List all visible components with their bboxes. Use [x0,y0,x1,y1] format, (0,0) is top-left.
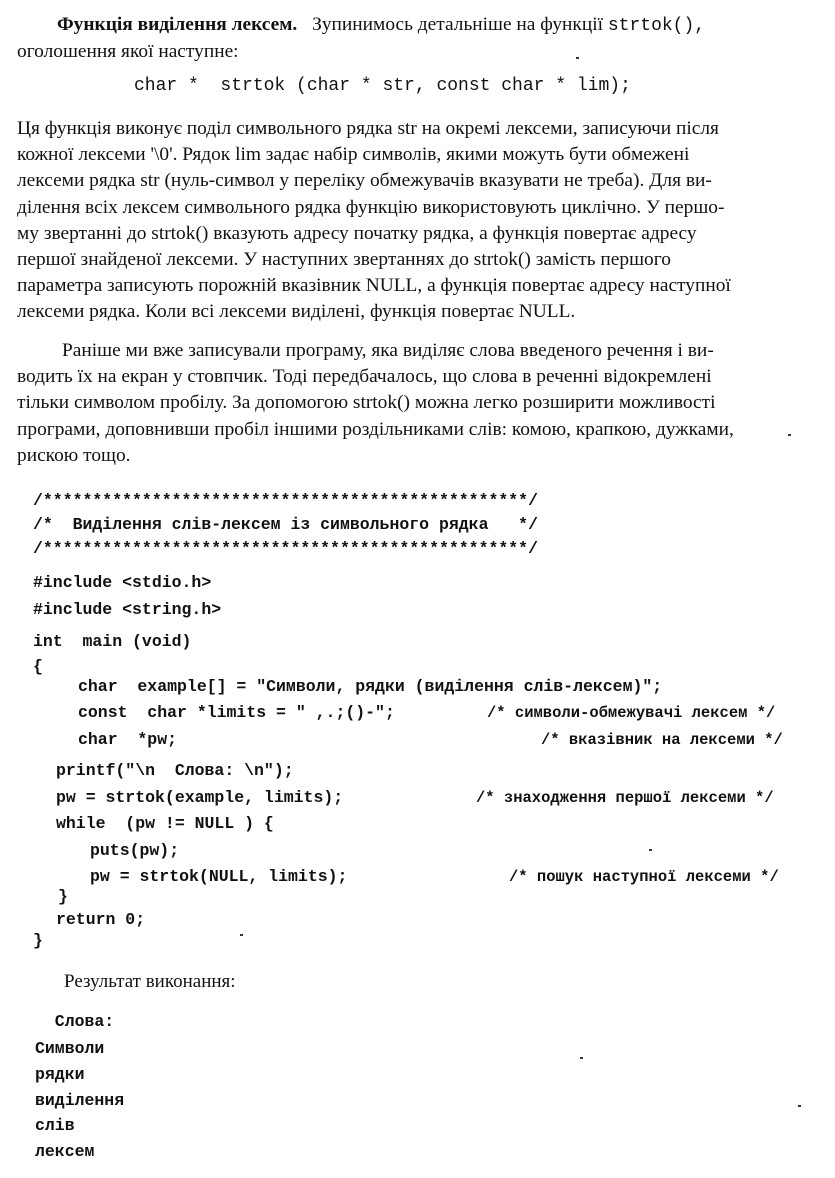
output-line: лексем [35,1142,95,1161]
code-printf: printf("\n Слова: \n"); [56,761,294,780]
scan-speck [798,1105,801,1107]
intro-text-2: оголошення якої наступне: [17,41,239,63]
output-line: слів [35,1116,75,1135]
output-line: виділення [35,1091,125,1110]
intro-text: Зупинимось детальніше на функції [312,14,603,35]
section-title: Функція виділення лексем. [57,14,298,35]
code-while: while (pw != NULL ) { [56,814,274,833]
scan-speck [649,849,652,851]
code-return: return 0; [56,910,146,929]
code-limits-decl: const char *limits = " ,.;()-"; [78,703,395,722]
code-first-strtok: pw = strtok(example, limits); [56,788,344,807]
code-banner-title: /* Виділення слів-лексем із символьного рядка */ [33,515,538,534]
code-close-brace: } [33,931,43,950]
intro-function: strtok(), [607,16,706,36]
code-puts: puts(pw); [90,841,180,860]
p1-line: му звертанні до strtok() вказують адресу початку рядка, а функція повертає адресу [17,222,697,244]
p1-line: лексеми рядка str (нуль-символ у переліку обмежувачів вказувати не треба). Для ви- [17,170,712,192]
code-next-strtok: pw = strtok(NULL, limits); [90,867,348,886]
scan-speck [788,434,791,436]
code-pw-comment: /* вказівник на лексеми */ [541,731,783,749]
output-line: Символи [35,1039,105,1058]
p2-line: водить їх на екран у стовпчик. Тоді передбачалось, що слова в реченні відокремлені [17,366,712,388]
code-banner-bottom: /*************************************************/ [33,539,538,558]
code-include-stdio: #include <stdio.h> [33,573,212,592]
paragraph-1 [17,116,817,326]
scan-speck [576,57,579,59]
paragraph-2 [17,338,817,469]
code-pw-decl: char *pw; [78,730,178,749]
code-limits-comment: /* символи-обмежувачі лексем */ [487,704,776,722]
heading-paragraph [17,12,817,65]
strtok-declaration: char * strtok (char * str, const char * lim); [134,76,631,96]
p2-line: Раніше ми вже записували програму, яка виділяє слова введеного речення і ви- [62,340,714,361]
scan-speck [240,934,243,936]
code-first-comment: /* знаходження першої лексеми */ [476,789,774,807]
p1-line: лексеми рядка. Коли всі лексеми виділені, функція повертає NULL. [17,301,576,323]
p2-line: тільки символом пробілу. За допомогою strtok() можна легко розширити можливості [17,392,716,414]
code-main-signature: int main (void) [33,632,192,651]
output-line: Слова: [35,1012,115,1031]
output-line: рядки [35,1065,85,1084]
code-example-decl: char example[] = "Символи, рядки (виділення слів-лексем)"; [78,677,663,696]
code-banner-top: /*************************************************/ [33,491,538,510]
p1-line: параметра записують порожній вказівник NULL, а функція повертає адресу наступної [17,275,731,297]
p1-line: ділення всіх лексем символьного рядка функцію використовують циклічно. У першо- [17,196,725,218]
result-label: Результат виконання: [64,971,236,992]
code-open-brace: { [33,657,43,676]
code-next-comment: /* пошук наступної лексеми */ [509,868,779,886]
p1-line: першої знайденої лексеми. У наступних звертаннях до strtok() замість першого [17,249,671,271]
code-include-string: #include <string.h> [33,600,222,619]
scan-speck [580,1057,583,1059]
p2-line: програми, доповнивши пробіл іншими роздільниками слів: комою, крапкою, дужками, [17,418,734,440]
code-inner-close: } [58,887,68,906]
p1-line: Ця функція виконує поділ символьного рядка str на окремі лексеми, записуючи після [17,118,719,139]
p2-line: рискою тощо. [17,444,131,466]
p1-line: кожної лексеми '\0'. Рядок lim задає набір символів, якими можуть бути обмежені [17,144,690,166]
